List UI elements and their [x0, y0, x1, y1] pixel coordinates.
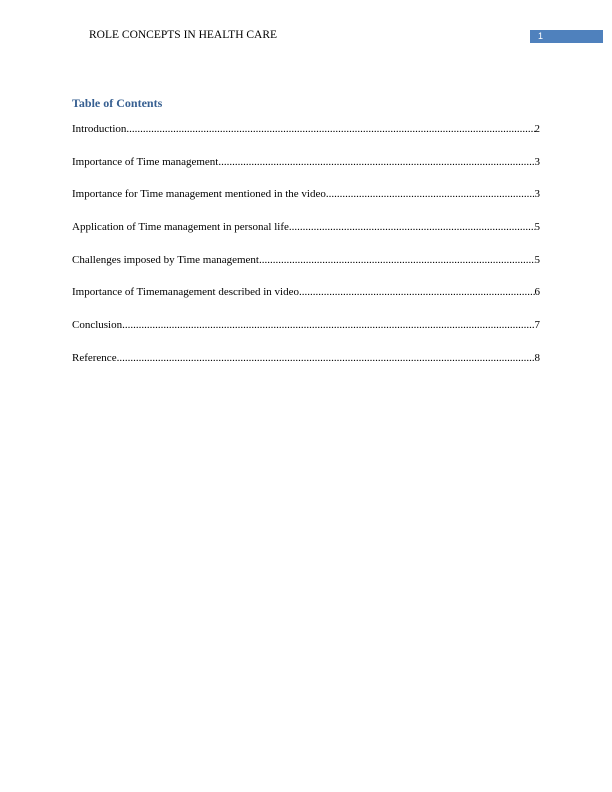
leader-dots	[299, 286, 535, 298]
toc-entry-label: Introduction	[72, 123, 127, 135]
toc-entry[interactable]	[72, 286, 540, 319]
toc-entry-page: 6	[534, 286, 540, 299]
running-header: ROLE CONCEPTS IN HEALTH CARE	[89, 29, 278, 41]
toc-entry[interactable]	[72, 123, 540, 156]
leader-dots	[326, 188, 535, 200]
leader-dots	[218, 156, 534, 168]
leader-dots	[126, 123, 534, 135]
toc-entry[interactable]	[72, 319, 540, 352]
leader-dots	[122, 319, 534, 331]
table-of-contents	[72, 123, 540, 385]
toc-entry[interactable]	[72, 156, 540, 189]
toc-entry-page: 8	[534, 351, 540, 364]
toc-entry-page: 5	[534, 253, 540, 266]
page-number-badge: 1	[530, 30, 603, 43]
toc-entry-label: Importance of Time management	[72, 155, 219, 168]
toc-entry-label: Conclusion	[72, 319, 123, 332]
toc-entry[interactable]	[72, 254, 540, 287]
toc-entry[interactable]	[72, 188, 540, 221]
leader-dots	[117, 352, 535, 364]
toc-entry-page: 5	[534, 221, 540, 234]
toc-entry-page: 3	[534, 188, 540, 201]
toc-entry-label: Importance of Timemanagement described in video	[72, 286, 299, 299]
toc-entry[interactable]	[72, 221, 540, 254]
toc-entry-label: Challenges imposed by Time management	[72, 253, 259, 266]
toc-entry-page: 7	[534, 319, 540, 332]
toc-entry-page: 3	[534, 155, 540, 168]
leader-dots	[289, 221, 535, 233]
toc-entry-label: Application of Time management in personal life	[72, 221, 289, 234]
leader-dots	[259, 254, 535, 266]
toc-heading: Table of Contents	[72, 96, 163, 110]
toc-entry-page: 2	[534, 123, 540, 135]
toc-entry-label: Reference	[72, 351, 117, 364]
toc-entry-label: Importance for Time management mentioned in the video	[72, 188, 326, 201]
toc-entry[interactable]	[72, 352, 540, 385]
